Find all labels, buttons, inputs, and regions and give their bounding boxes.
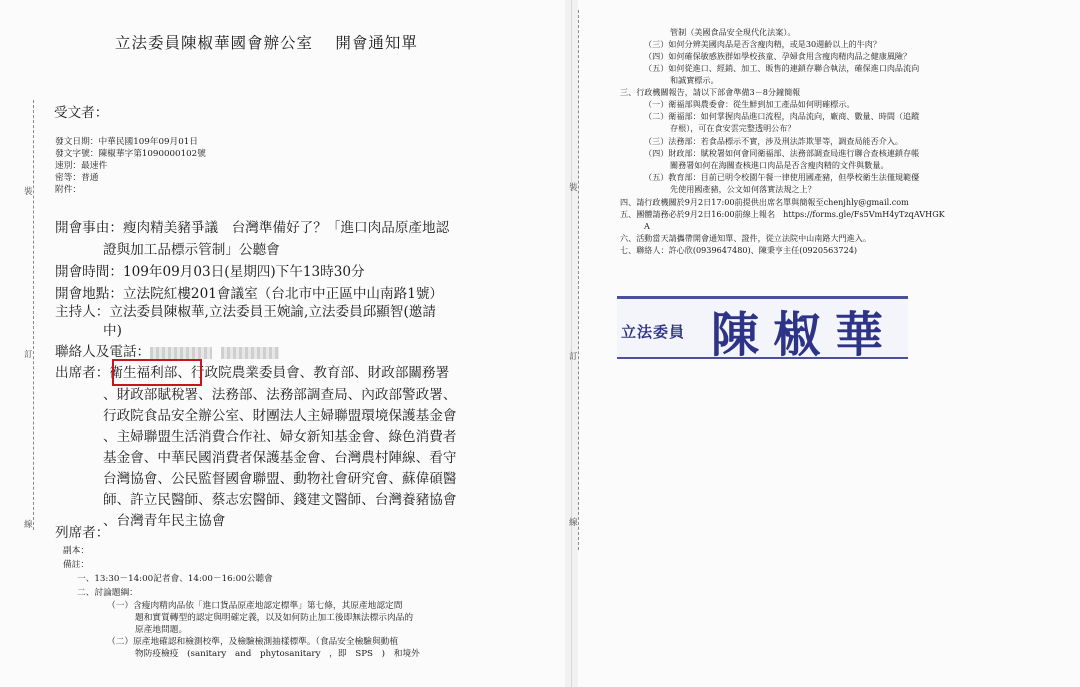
attendee-line: 、主婦聯盟生活消費合作社、婦女新知基金會、綠色消費者 [103, 429, 457, 445]
binding-line [578, 10, 579, 550]
attendee-rest: 、行政院農業委員會、教育部、財政部關務署 [177, 365, 450, 381]
stamp-name: 陳椒華 [711, 307, 898, 363]
binding-mark: 裝 [24, 187, 33, 197]
notice-line: 關務署如何在海關查核進口肉品是否含瘦肉精的文件與數量。 [670, 160, 889, 170]
meta-number: 發文字號：陳椒華字第1090000102號 [55, 149, 206, 159]
note-line: 一、13:30－14:00記者會、14:00－16:00公聽會 [77, 574, 273, 584]
attendee-label: 出席者： [55, 365, 110, 381]
official-seal-stamp [617, 296, 908, 363]
notice-line: 六、活動當天請攜帶開會通知單、證件，從立法院中山南路大門進入。 [620, 233, 871, 243]
note-line: （二）原產地確認和檢測校準，及檢驗檢測抽樣標準。（食品安全檢驗與動植 [107, 637, 399, 647]
redacted-phone [221, 347, 279, 359]
meta-speed: 速別：最速件 [55, 161, 108, 171]
attendee-line: 行政院食品安全辦公室、財團法人主婦聯盟環境保護基金會 [103, 408, 457, 424]
notice-line: （一）衛福部與農委會：從生鮮到加工產品如何明確標示。 [644, 99, 855, 109]
host-line: 主持人：立法委員陳椒華,立法委員王婉諭,立法委員邱顯智(邀請 [55, 304, 436, 320]
note-line: （一）含瘦肉精肉品依「進口貨品原產地認定標準」第七條，其原產地認定間 [107, 601, 403, 611]
notice-line: （五）如何從進口、經銷、加工、販售的連鎖存聯合執法，確保進口肉品流向 [644, 63, 920, 73]
notice-line: 四、請行政機關於9月2日17:00前提供出席名單與簡報至chenjhly@gmail.com [620, 197, 909, 207]
copy-label: 副本： [63, 546, 90, 556]
notice-line: 三、行政機關報告，請以下部會準備3－8分鐘簡報 [620, 87, 801, 97]
subject-line: 開會事由：瘦肉精美豬爭議 台灣準備好了？「進口肉品原產地認 [55, 220, 450, 236]
meta-date: 發文日期：中華民國109年09月01日 [55, 137, 198, 147]
meta-secrecy: 密等：普通 [55, 173, 99, 183]
notice-line: （三）法務部：若食品標示不實，涉及刑法詐欺罪等，調查局能否介入。 [644, 136, 904, 146]
meeting-time: 開會時間：109年09月03日(星期四)下午13時30分 [55, 264, 365, 280]
attendee-line: 基金會、中華民國消費者保護基金會、台灣農村陣線、看守 [103, 450, 457, 466]
notice-line: 和誠實標示。 [670, 75, 719, 85]
notes-label: 備註： [63, 560, 90, 570]
meeting-place: 開會地點：立法院紅樓201會議室（台北市中正區中山南路1號） [55, 286, 444, 302]
note-line: 原產地問題。 [135, 625, 188, 635]
highlight-box [112, 359, 202, 386]
attendee-line: 、財政部賦稅署、法務部、法務部調查局、內政部警政署、 [103, 387, 457, 403]
binding-mark: 線 [24, 520, 33, 530]
redacted-name [150, 347, 212, 359]
notice-line: 存根），可在食安雲完整透明公布？ [670, 123, 796, 133]
attendee-line: 台灣協會、公民監督國會聯盟、動物社會研究會、蘇偉碩醫 [103, 471, 457, 487]
note-line: 題和實質轉型的認定與明確定義，以及如何防止加工後即無法標示肉品的 [135, 613, 413, 623]
subject-line: 證與加工品標示管制」公聽會 [103, 242, 280, 258]
page-seam [571, 0, 572, 687]
document-title: 立法委員陳椒華國會辦公室 開會通知單 [115, 34, 418, 52]
meta-attachment: 附件： [55, 185, 82, 195]
recipient-label: 受文者： [54, 105, 109, 121]
binding-mark: 訂 [569, 352, 578, 362]
note-line: 二、討論題綱： [77, 588, 138, 598]
binding-line [33, 100, 34, 530]
binding-mark: 訂 [24, 350, 33, 360]
notice-line: （四）財政部：賦稅署如何會同衛福部、法務部調查局進行聯合查核連鎖存帳 [644, 148, 920, 158]
notice-line: 五、團體請務必於9月2日16:00前線上報名 https://forms.gle/Fs5VmH4yTzqAVHGK [620, 209, 945, 219]
notice-line: 七、聯絡人：許心欣(0939647480)、陳秉亨主任(0920563724) [620, 245, 858, 255]
binding-mark: 線 [569, 518, 578, 528]
notice-line: （三）如何分辨美國肉品是否含瘦肉精，或是30週齡以上的牛肉？ [644, 39, 881, 49]
notice-line: 管制（美國食品安全現代化法案）。 [670, 27, 796, 37]
notice-line: 先使用國產豬，公文如何落實法規之上？ [670, 184, 816, 194]
notice-line: A [644, 221, 650, 231]
binding-mark: 裝 [569, 183, 578, 193]
notice-line: （五）教育部：目前已明令校園午餐一律使用國產豬，但學校衛生法僅規範優 [644, 172, 920, 182]
notice-line: （四）如何確保敏感族群如學校孩童、孕婦食用含瘦肉精肉品之健康風險？ [644, 51, 912, 61]
stamp-title: 立法委員 [621, 323, 686, 341]
attendee-line: 、台灣青年民主協會 [103, 513, 226, 529]
host-line: 中) [103, 323, 122, 339]
notice-line: （二）衛福部：如何掌握肉品進口流程，肉品流向，廠商、數量、時間（追蹤 [644, 111, 920, 121]
observer-label: 列席者： [55, 525, 110, 541]
note-line: 物防疫檢疫 (sanitary and phytosanitary ，即 SPS ) 和境外 [135, 649, 420, 659]
attendee-line: 師、許立民醫師、蔡志宏醫師、錢建文醫師、台灣養豬協會 [103, 492, 457, 508]
contact-label: 聯絡人及電話： [55, 344, 151, 360]
attendee-highlighted: 衛生福利部 [109, 365, 178, 381]
